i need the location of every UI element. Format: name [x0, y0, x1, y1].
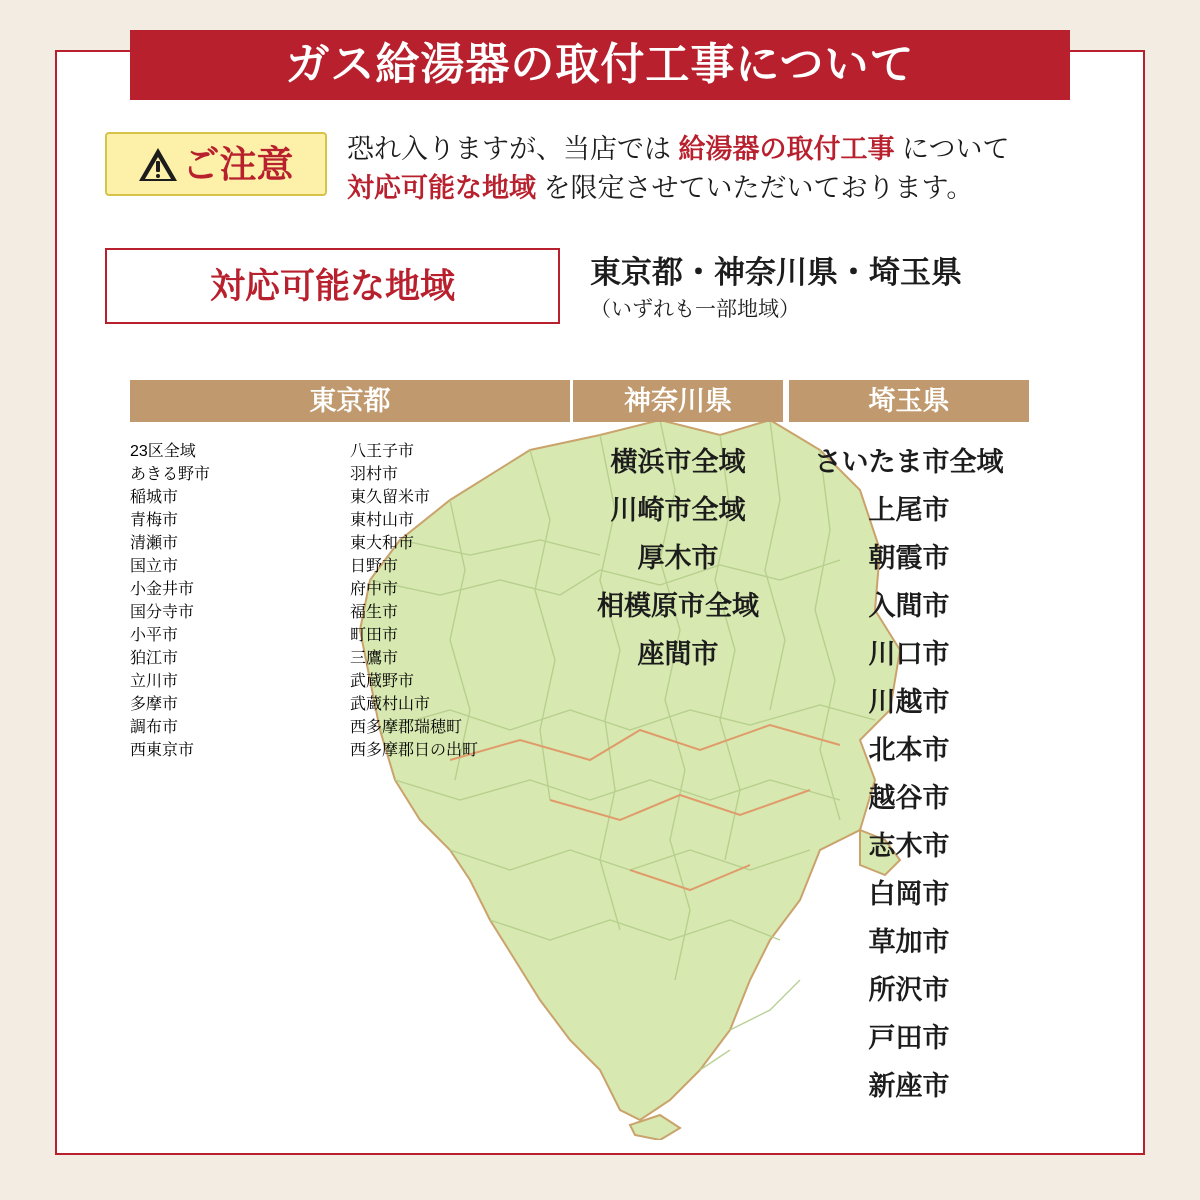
list-item: 三鷹市: [350, 650, 399, 667]
list-item: 志木市: [868, 831, 950, 861]
list-item: あきる野市: [130, 466, 211, 483]
list-item: 国分寺市: [130, 604, 195, 621]
list-item: 23区全域: [130, 443, 196, 460]
list-item: 小金井市: [130, 581, 195, 598]
list-item: 北本市: [868, 735, 950, 765]
area-note: （いずれも一部地域）: [590, 298, 800, 322]
page-title: ガス給湯器の取付工事について: [285, 40, 915, 89]
list-item: 稲城市: [130, 489, 179, 506]
notice-line1-pre: 恐れ入りますが、当店では: [347, 134, 679, 164]
list-item: 八王子市: [350, 443, 415, 460]
list-item: 草加市: [868, 927, 950, 957]
list-item: 白岡市: [868, 879, 950, 909]
list-item: 川崎市全域: [610, 495, 746, 525]
list-item: 立川市: [130, 673, 179, 690]
list-item: 武蔵村山市: [350, 696, 431, 713]
caution-label: ご注意: [182, 143, 294, 185]
notice-line1-highlight: 給湯器の取付工事: [678, 134, 895, 164]
area-prefectures: 東京都・神奈川県・埼玉県: [590, 255, 962, 290]
list-item: 相模原市全域: [597, 591, 759, 621]
supported-area-box: [105, 248, 560, 324]
notice-line2-post: を限定させていただいております。: [536, 173, 974, 204]
list-item: 福生市: [350, 604, 399, 621]
list-item: 戸田市: [868, 1023, 950, 1053]
list-item: 羽村市: [350, 466, 399, 483]
list-item: 小平市: [130, 627, 179, 644]
warning-triangle-icon: [139, 148, 177, 181]
saitama-list: [789, 438, 1029, 1110]
list-item: 朝霞市: [868, 543, 950, 573]
list-item: 多摩市: [130, 696, 179, 713]
list-item: 座間市: [637, 639, 719, 669]
list-item: 西東京市: [130, 742, 195, 759]
list-item: 国立市: [130, 558, 179, 575]
list-item: 東村山市: [350, 512, 415, 529]
list-item: 狛江市: [130, 650, 179, 667]
list-item: 川口市: [868, 639, 950, 669]
list-item: 青梅市: [130, 512, 179, 529]
list-item: 入間市: [868, 591, 950, 621]
notice-text: [347, 128, 1009, 208]
list-item: 横浜市全域: [610, 447, 746, 477]
column-kanagawa: [573, 380, 783, 1110]
column-saitama: [789, 380, 1029, 1110]
list-item: 越谷市: [868, 783, 950, 813]
notice-row: [105, 128, 1095, 208]
list-item: 清瀬市: [130, 535, 179, 552]
column-header-tokyo: 東京都: [130, 380, 570, 422]
supported-area-label: 対応可能な地域: [209, 266, 455, 306]
notice-line-1: [347, 130, 1009, 169]
column-header-saitama: 埼玉県: [789, 380, 1029, 422]
caution-badge: [105, 132, 327, 196]
tokyo-list-left: [130, 438, 350, 760]
list-item: 東久留米市: [350, 489, 431, 506]
list-item: 西多摩郡日の出町: [350, 742, 479, 759]
column-tokyo: [130, 380, 570, 1110]
column-header-kanagawa: 神奈川県: [573, 380, 783, 422]
tokyo-list-right: [350, 438, 570, 760]
list-item: 上尾市: [868, 495, 950, 525]
title-banner: [130, 30, 1070, 100]
list-item: 所沢市: [868, 975, 950, 1005]
list-item: さいたま市全域: [814, 447, 1004, 477]
list-item: 西多摩郡瑞穂町: [350, 719, 463, 736]
list-item: 川越市: [868, 687, 950, 717]
list-item: 日野市: [350, 558, 399, 575]
area-row: [105, 248, 1095, 324]
list-item: 調布市: [130, 719, 179, 736]
list-item: 府中市: [350, 581, 399, 598]
list-item: 東大和市: [350, 535, 415, 552]
list-item: 新座市: [868, 1071, 950, 1101]
area-names: [590, 248, 962, 322]
notice-line-2: [347, 169, 1009, 208]
list-item: 町田市: [350, 627, 399, 644]
list-item: 厚木市: [637, 543, 719, 573]
notice-line2-highlight: 対応可能な地域: [347, 173, 536, 204]
list-item: 武蔵野市: [350, 673, 415, 690]
area-columns: [130, 380, 1080, 1110]
kanagawa-list: [573, 438, 783, 678]
notice-line1-post: について: [894, 134, 1010, 164]
